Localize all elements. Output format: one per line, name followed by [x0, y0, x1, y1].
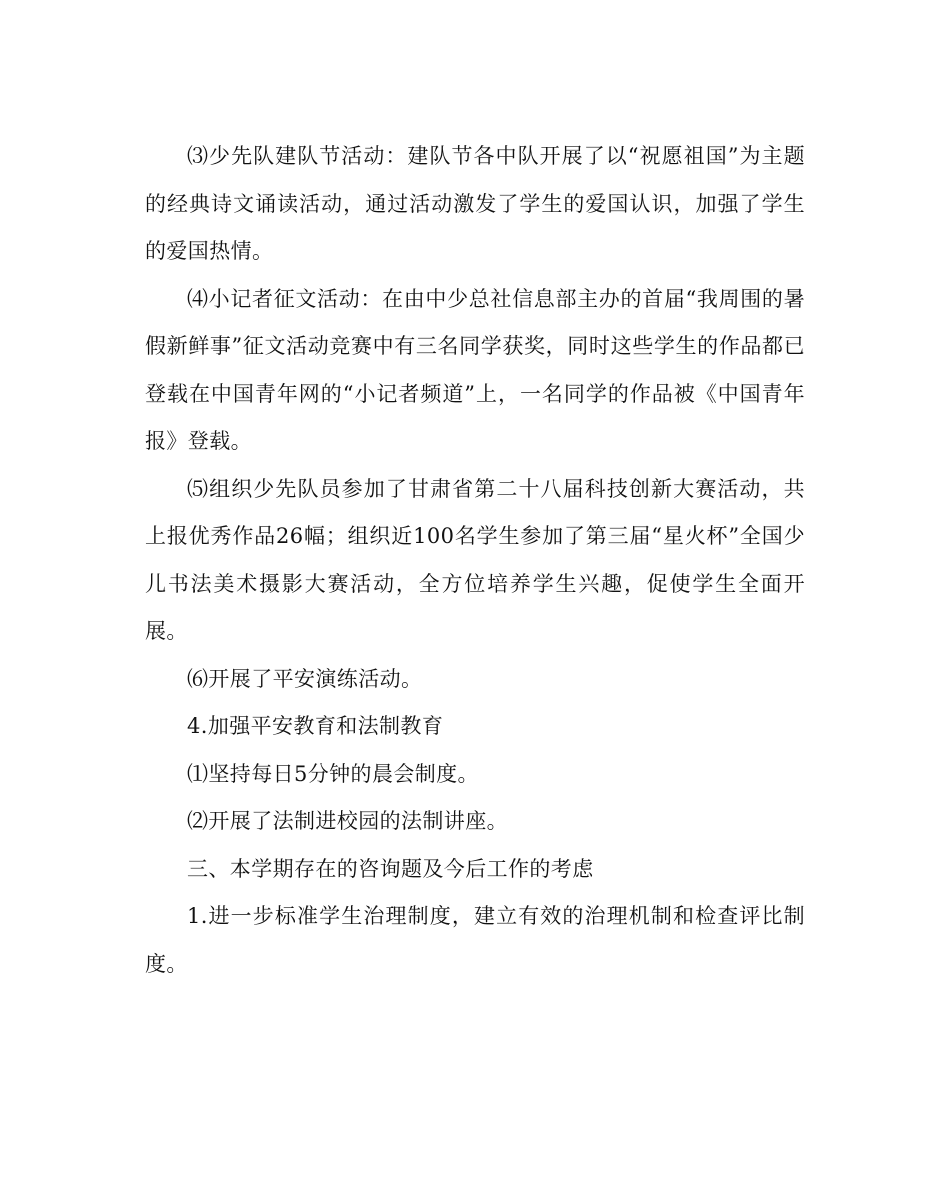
paragraph-morning-meeting: ⑴坚持每日5分钟的晨会制度。 — [187, 761, 479, 786]
document-page — [145, 133, 805, 988]
heading-problems-and-plans: 三、本学期存在的咨询题及今后工作的考虑 — [187, 856, 594, 881]
paragraph-team-day-activity: ⑶少先队建队节活动：建队节各中队开展了以“祝愿祖国”为主题的经典诗文诵读活动，通过活动激发了学生的爱国认识，加强了学生的爱国热情。 — [145, 144, 805, 263]
paragraph-safety-drill: ⑹开展了平安演练活动。 — [187, 666, 423, 691]
paragraph-legal-lecture: ⑵开展了法制进校园的法制讲座。 — [187, 809, 508, 833]
paragraph-science-contest: ⑸组织少先队员参加了甘肃省第二十八届科技创新大赛活动，共上报优秀作品26幅；组织近100名学生参加了第三届“星火杯”全国少儿书法美术摄影大赛活动，全方位培养学生兴趣，促使学生全面开展。 — [145, 476, 805, 643]
heading-safety-legal-education: 4.加强平安教育和法制教育 — [187, 714, 444, 738]
paragraph-reporter-essay-activity: ⑷小记者征文活动：在由中少总社信息部主办的首届“我周围的暑假新鲜事”征文活动竞赛中有三名同学获奖，同时这些学生的作品都已登载在中国青年网的“小记者频道”上，一名同学的作品被《中国青年报》登载。 — [145, 286, 805, 453]
paragraph-management-system: 1.进一步标准学生治理制度，建立有效的治理机制和检查评比制度。 — [145, 904, 805, 976]
